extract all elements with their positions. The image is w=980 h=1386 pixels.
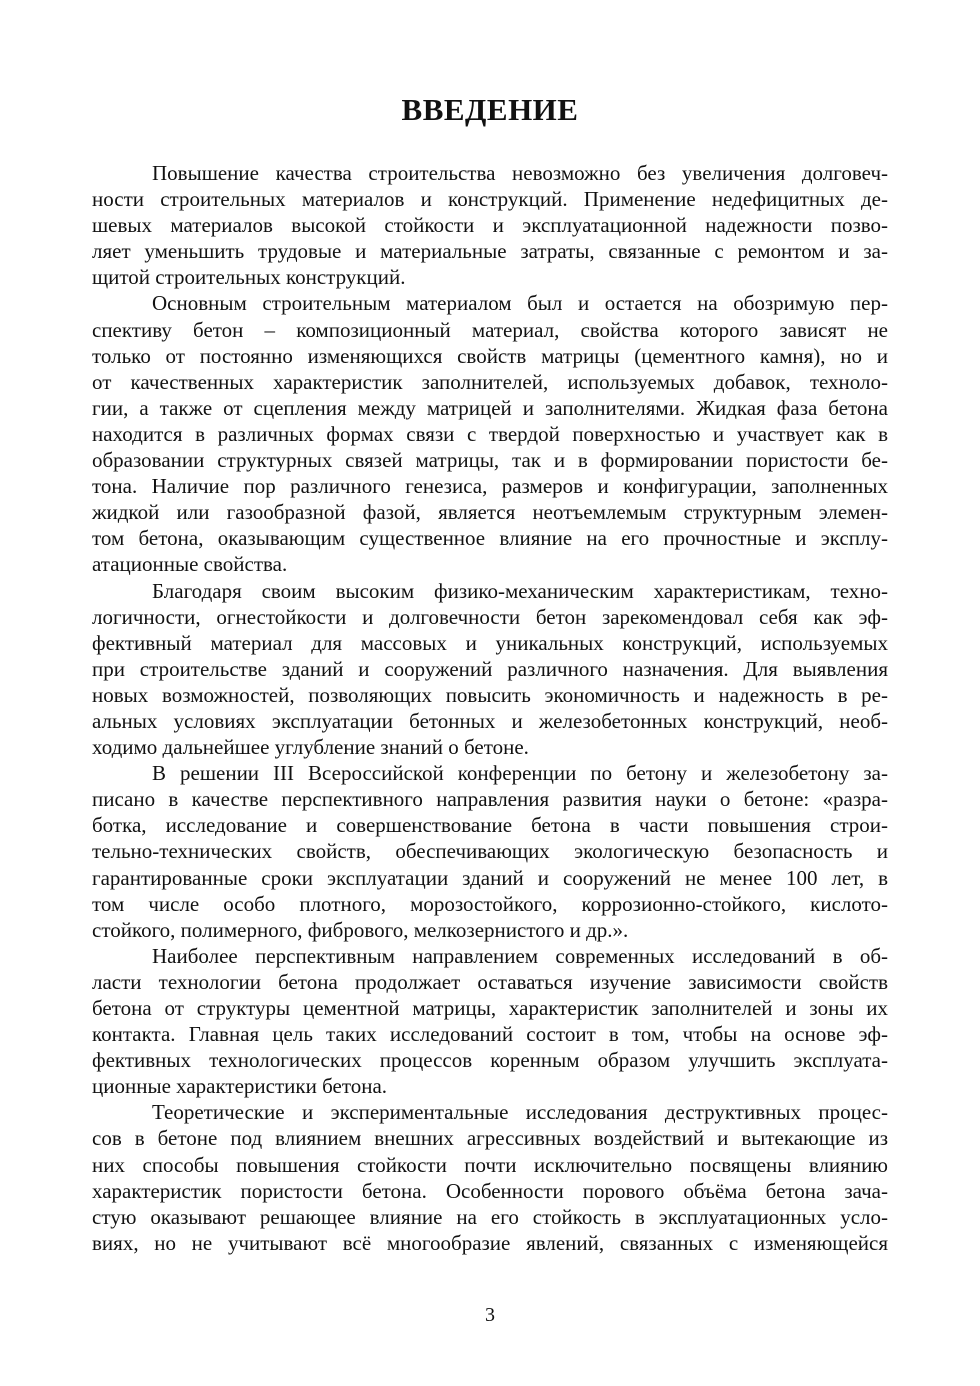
text-line: стойкого, полимерного, фибрового, мелкозернистого и др.». bbox=[92, 917, 629, 942]
text-line: логичности, огнестойкости и долговечности бетон зарекомендовал себя как эф- bbox=[92, 604, 888, 629]
text-line: сов в бетоне под влиянием внешних агрессивных воздействий и вытекающие из bbox=[92, 1126, 888, 1151]
text-line: виях, но не учитывают всё многообразие явлений, связанных с изменяющейся bbox=[92, 1230, 888, 1255]
page-title: ВВЕДЕНИЕ bbox=[401, 92, 579, 127]
text-line: контакта. Главная цель таких исследований состоит в том, чтобы на основе эф- bbox=[92, 1022, 888, 1047]
paragraph bbox=[92, 1099, 888, 1256]
text-line: Наиболее перспективным направлением современных исследований в об- bbox=[152, 943, 888, 968]
text-line: только от постоянно изменяющихся свойств матрицы (цементного камня), но и bbox=[92, 343, 888, 368]
body-text bbox=[92, 160, 888, 1256]
paragraph bbox=[92, 578, 888, 761]
text-line: ляет уменьшить трудовые и материальные затраты, связанные с ремонтом и за- bbox=[92, 239, 888, 264]
text-line: фективный материал для массовых и уникальных конструкций, используемых bbox=[92, 630, 888, 655]
text-line: новых возможностей, позволяющих повысить экономичность и надежность в ре- bbox=[92, 682, 888, 707]
text-line: них способы повышения стойкости почти исключительно посвящены влиянию bbox=[92, 1152, 888, 1177]
text-line: щитой строительных конструкций. bbox=[92, 265, 406, 290]
text-line: ботка, исследование и совершенствование бетона в части повышения строи- bbox=[92, 813, 888, 838]
text-line: ционные характеристики бетона. bbox=[92, 1074, 388, 1099]
paragraph bbox=[92, 290, 888, 577]
text-line: спективу бетон – композиционный материал, свойства которого зависят не bbox=[92, 317, 888, 342]
text-line: стую оказывают решающее влияние на его стойкость в эксплуатационных усло- bbox=[92, 1204, 888, 1229]
text-line: шевых материалов высокой стойкости и эксплуатационной надежности позво- bbox=[92, 213, 888, 238]
page-number: 3 bbox=[485, 1304, 495, 1326]
text-line: от качественных характеристик заполнителей, используемых добавок, техноло- bbox=[92, 369, 888, 394]
text-line: находится в различных формах связи с твердой поверхностью и участвует как в bbox=[92, 421, 888, 446]
text-line: том бетона, оказывающим существенное влияние на его прочностные и эксплу- bbox=[92, 526, 888, 551]
text-line: Основным строительным материалом был и остается на обозримую пер- bbox=[152, 291, 888, 316]
text-line: гии, а также от сцепления между матрицей и заполнителями. Жидкая фаза бетона bbox=[92, 395, 888, 420]
text-line: В решении III Всероссийской конференции по бетону и железобетону за- bbox=[152, 761, 888, 786]
text-line: при строительстве зданий и сооружений различного назначения. Для выявления bbox=[92, 656, 888, 681]
text-line: Повышение качества строительства невозможно без увеличения долговеч- bbox=[152, 161, 888, 185]
text-line: бетона от структуры цементной матрицы, характеристик заполнителей и зоны их bbox=[92, 996, 888, 1020]
paragraph bbox=[92, 760, 888, 943]
text-line: Теоретические и экспериментальные исследования деструктивных процес- bbox=[152, 1100, 888, 1125]
text-line: писано в качестве перспективного направления развития науки о бетоне: «разра- bbox=[92, 787, 888, 812]
text-line: ласти технологии бетона продолжает оставаться изучение зависимости свойств bbox=[92, 969, 888, 994]
text-line: образовании структурных связей матрицы, так и в формировании пористости бе- bbox=[92, 448, 888, 473]
text-line: Благодаря своим высоким физико-механическим характеристикам, техно- bbox=[152, 578, 888, 603]
text-line: том числе особо плотного, морозостойкого, коррозионно-стойкого, кислото- bbox=[92, 891, 888, 916]
paragraph bbox=[92, 943, 888, 1100]
text-line: гарантированные сроки эксплуатации зданий и сооружений не менее 100 лет, в bbox=[92, 865, 888, 890]
text-line: тона. Наличие пор различного генезиса, размеров и конфигурации, заполненных bbox=[92, 474, 888, 499]
text-line: альных условиях эксплуатации бетонных и железобетонных конструкций, необ- bbox=[92, 708, 888, 733]
text-line: ходимо дальнейшее углубление знаний о бетоне. bbox=[92, 735, 529, 760]
text-line: жидкой или газообразной фазой, является неотъемлемым структурным элемен- bbox=[92, 500, 888, 525]
text-line: атационные свойства. bbox=[92, 552, 288, 577]
text-line: ности строительных материалов и конструкций. Применение недефицитных де- bbox=[92, 187, 888, 212]
text-line: характеристик пористости бетона. Особенности порового объёма бетона зача- bbox=[92, 1178, 888, 1203]
text-line: тельно-технических свойств, обеспечивающих экологическую безопасность и bbox=[92, 839, 888, 864]
paragraph bbox=[92, 160, 888, 290]
text-line: фективных технологических процессов коренным образом улучшить эксплуата- bbox=[92, 1048, 888, 1073]
